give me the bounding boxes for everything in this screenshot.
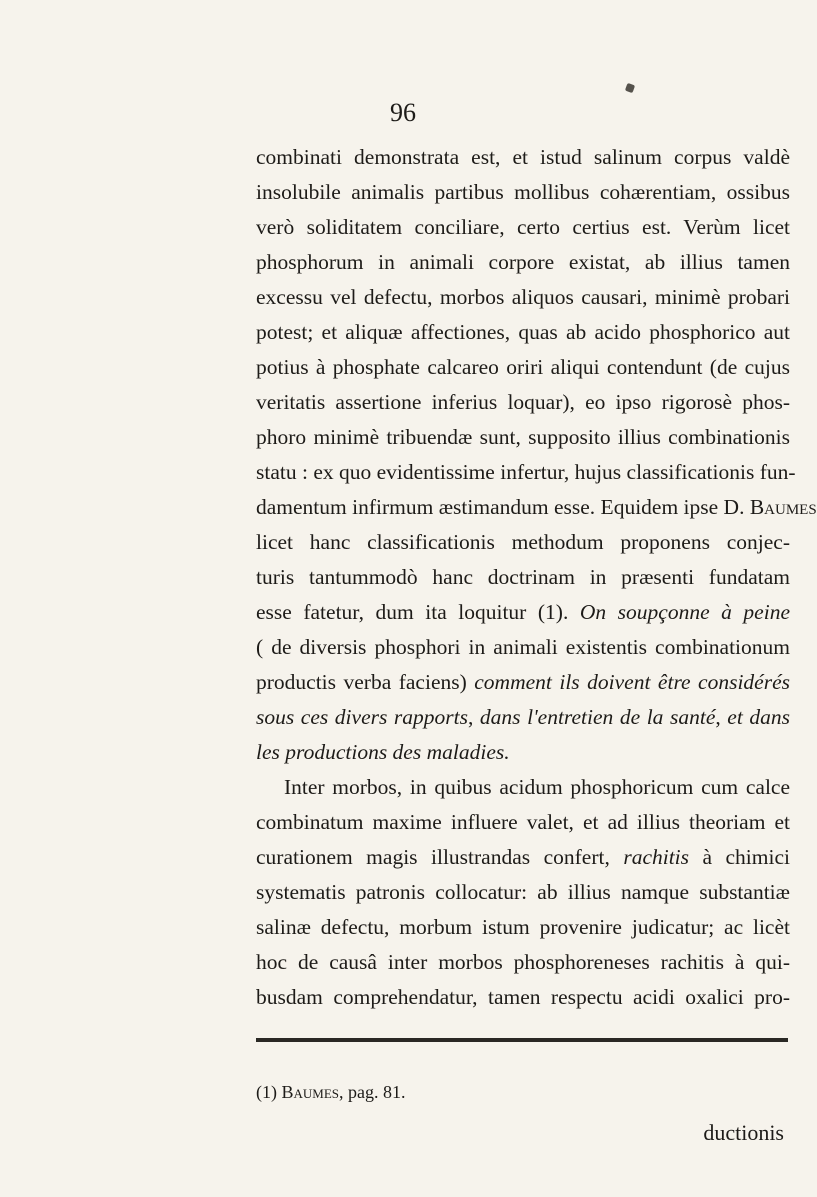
text-line: busdam comprehendatur, tamen respectu acidi oxalici pro- — [256, 985, 790, 1009]
french-quote: sous ces divers rapports — [256, 705, 468, 729]
page-number: 96 — [390, 98, 416, 127]
text-fragment: productis verba faciens) — [256, 670, 467, 694]
text-line: insolubile animalis partibus mollibus cohærentiam, ossibus — [256, 180, 790, 204]
author-name: Baumes — [749, 495, 817, 519]
french-quote: les productions des maladies. — [256, 740, 510, 764]
text-line: systematis patronis collocatur: ab illius namque substantiæ — [256, 880, 790, 904]
footnote-marker: (1) — [256, 1082, 277, 1102]
french-quote: et dans — [727, 705, 790, 729]
text-fragment: , — [467, 705, 474, 729]
body-text — [256, 140, 817, 1015]
text-fragment: , — [715, 705, 721, 729]
disease-name: rachitis — [623, 845, 690, 869]
text-line — [256, 665, 790, 700]
footnote-reference: , pag. 81. — [339, 1082, 406, 1102]
text-line: salinæ defectu, morbum istum provenire judicatur; ac licèt — [256, 915, 790, 939]
text-line: combinatum maxime influere valet, et ad illius theoriam et — [256, 810, 790, 834]
text-line: verò soliditatem conciliare, certo certius est. Verùm licet — [256, 215, 790, 239]
text-fragment: curationem magis illustrandas confert, — [256, 845, 610, 869]
text-line: statu : ex quo evidentissime infertur, hujus classificationis fun- — [256, 460, 796, 484]
footnote — [256, 1080, 406, 1104]
text-fragment: esse fatetur, dum ita loquitur (1). — [256, 600, 569, 624]
text-line: phoro minimè tribuendæ sunt, supposito illius combinationis — [256, 425, 790, 449]
text-fragment: damentum infirmum æstimandum esse. Equidem ipse D. — [256, 495, 745, 519]
text-line: excessu vel defectu, morbos aliquos causari, minimè probari — [256, 285, 790, 309]
text-line: veritatis assertione inferius loquar), eo ipso rigorosè phos- — [256, 390, 790, 414]
footnote-author: Baumes — [281, 1082, 340, 1102]
text-line — [256, 490, 817, 525]
text-line: potest; et aliquæ affectiones, quas ab acido phosphorico aut — [256, 320, 790, 344]
text-line: turis tantummodò hanc doctrinam in præsenti fundatam — [256, 565, 790, 589]
text-line — [256, 840, 790, 875]
text-line: combinati demonstrata est, et istud salinum corpus valdè — [256, 145, 790, 169]
text-line: phosphorum in animali corpore existat, ab illius tamen — [256, 250, 790, 274]
text-fragment: à chimici — [702, 845, 790, 869]
catchword: ductionis — [703, 1120, 784, 1145]
french-quote: dans l'entretien de la santé — [479, 705, 716, 729]
text-line: ( de diversis phosphori in animali existentis combinationum — [256, 635, 790, 659]
text-line: potius à phosphate calcareo oriri aliqui contendunt (de cujus — [256, 355, 790, 379]
text-line — [256, 735, 790, 770]
french-quote: comment ils doivent être considérés — [474, 670, 790, 694]
text-line: Inter morbos, in quibus acidum phosphoricum cum calce — [284, 775, 790, 799]
footnote-rule — [256, 1038, 788, 1042]
text-line — [256, 700, 790, 735]
text-line: licet hanc classificationis methodum proponens conjec- — [256, 530, 790, 554]
french-quote: On soupçonne à peine — [579, 600, 790, 624]
text-line: hoc de causâ inter morbos phosphoreneses rachitis à qui- — [256, 950, 790, 974]
ink-speck — [625, 83, 635, 93]
text-line — [256, 595, 790, 630]
